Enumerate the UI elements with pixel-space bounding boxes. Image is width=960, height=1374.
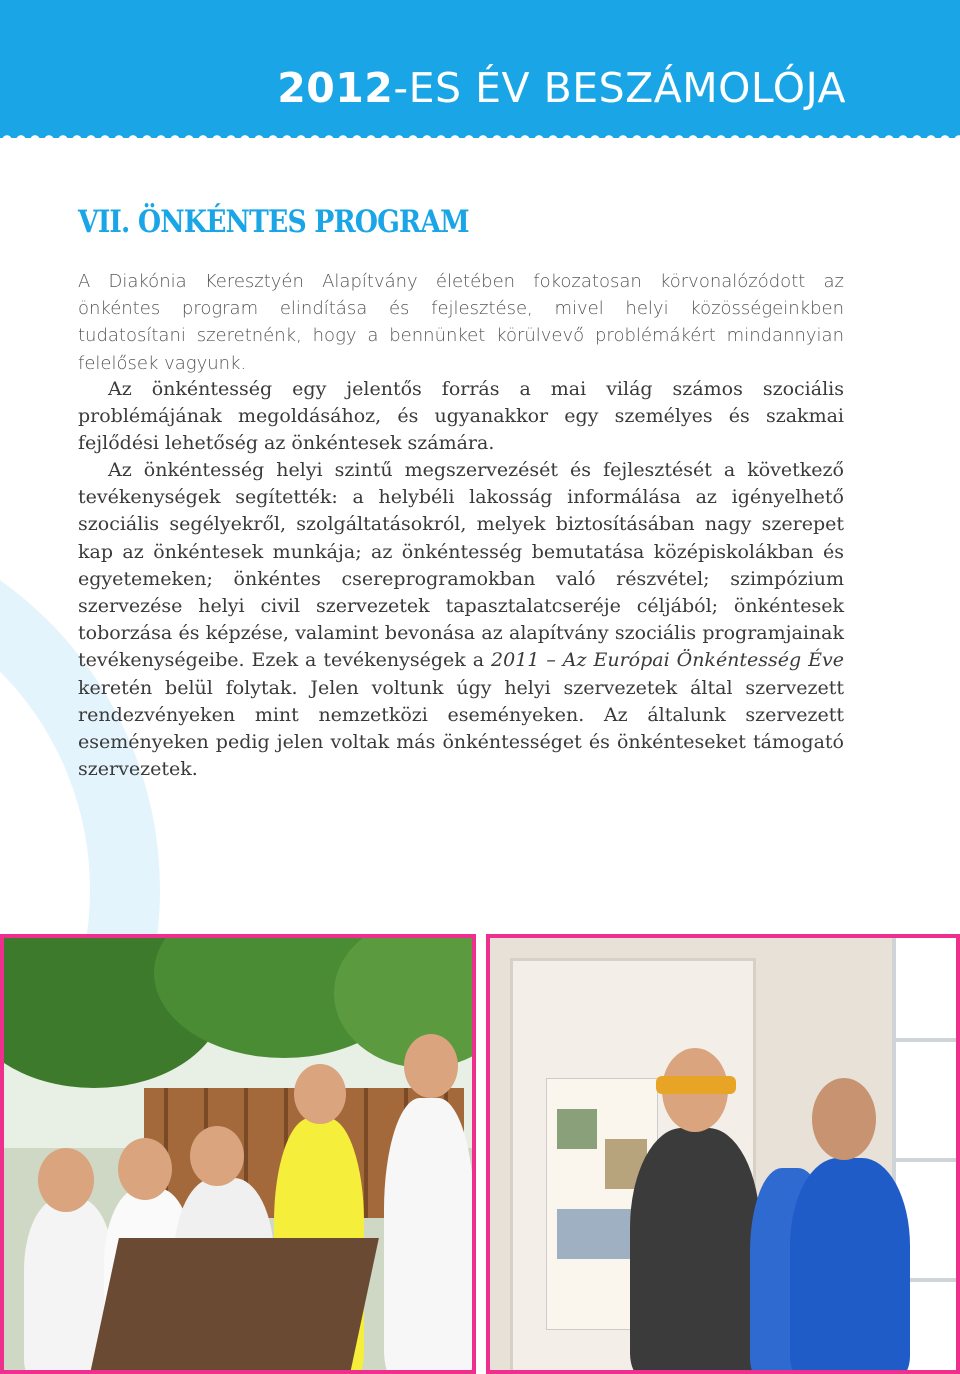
paragraph-3 <box>78 457 844 783</box>
section-title: VII. ÖNKÉNTES PROGRAM <box>78 204 469 240</box>
blindfolded-person <box>630 1128 760 1374</box>
person-head <box>38 1148 94 1212</box>
person-head <box>190 1126 244 1186</box>
header-scalloped-edge <box>0 126 960 140</box>
photo-blindfold-activity <box>486 934 960 1374</box>
person-head <box>404 1034 458 1098</box>
intro-paragraph: A Diakónia Keresztyén Alapítvány életében fokozatosan körvonalózódott az önkéntes program elindítása és fejlesztése, mivel helyi közösségeinkben tudatosítani szeretnénk, hogy a bennünket körülvevő problémákért mindannyian felelősek vagyunk. <box>78 271 844 374</box>
blindfold <box>656 1076 736 1094</box>
header-title-rest: -ES ÉV BESZÁMOLÓJA <box>393 64 846 112</box>
person <box>384 1098 474 1374</box>
person-head <box>118 1138 172 1200</box>
person-head <box>294 1064 346 1124</box>
picnic-table <box>89 1238 379 1374</box>
person-guide <box>790 1158 910 1374</box>
paragraph-2: Az önkéntesség egy jelentős forrás a mai világ számos szociális problémájának megoldásához, és ugyanakkor egy személyes és szakmai fejlődési lehetőség az önkéntesek számára. <box>78 378 844 455</box>
document-header-title <box>277 64 846 112</box>
paragraph-3-emphasis: 2011 – Az Európai Önkéntesség Éve <box>491 649 845 672</box>
paragraph-3-text-b: keretén belül folytak. Jelen voltunk úgy helyi szervezetek által szervezett rendezvényeken mint nemzetközi eseményeken. Az általunk szervezett eseményeken pedig jelen voltak más önkéntességet és önkénteseket támogató szervezetek. <box>78 676 844 781</box>
paragraph-3-text-a: Az önkéntesség helyi szintű megszervezését és fejlesztését a következő tevékenységek segítették: a helybéli lakosság informálása az igényelhető szociális segélyekről, szolgáltatásokról, melyek biztosításában nagy szerepet kap az önkéntesek munkája; az önkéntesség bemutatása középiskolákban és egyetemeken; önkéntes csereprogramokban való részvétel; szimpózium szervezése helyi civil szervezetek tapasztalatcseréje céljából; önkéntesek toborzása és képzése, valamint bevonása az alapítvány szociális programjainak tevékenységeibe. Ezek a tevékenységek a <box>78 459 844 672</box>
header-title-year: 2012 <box>277 64 394 112</box>
photo-volunteers-outdoor <box>0 934 476 1374</box>
person-head <box>812 1078 876 1160</box>
